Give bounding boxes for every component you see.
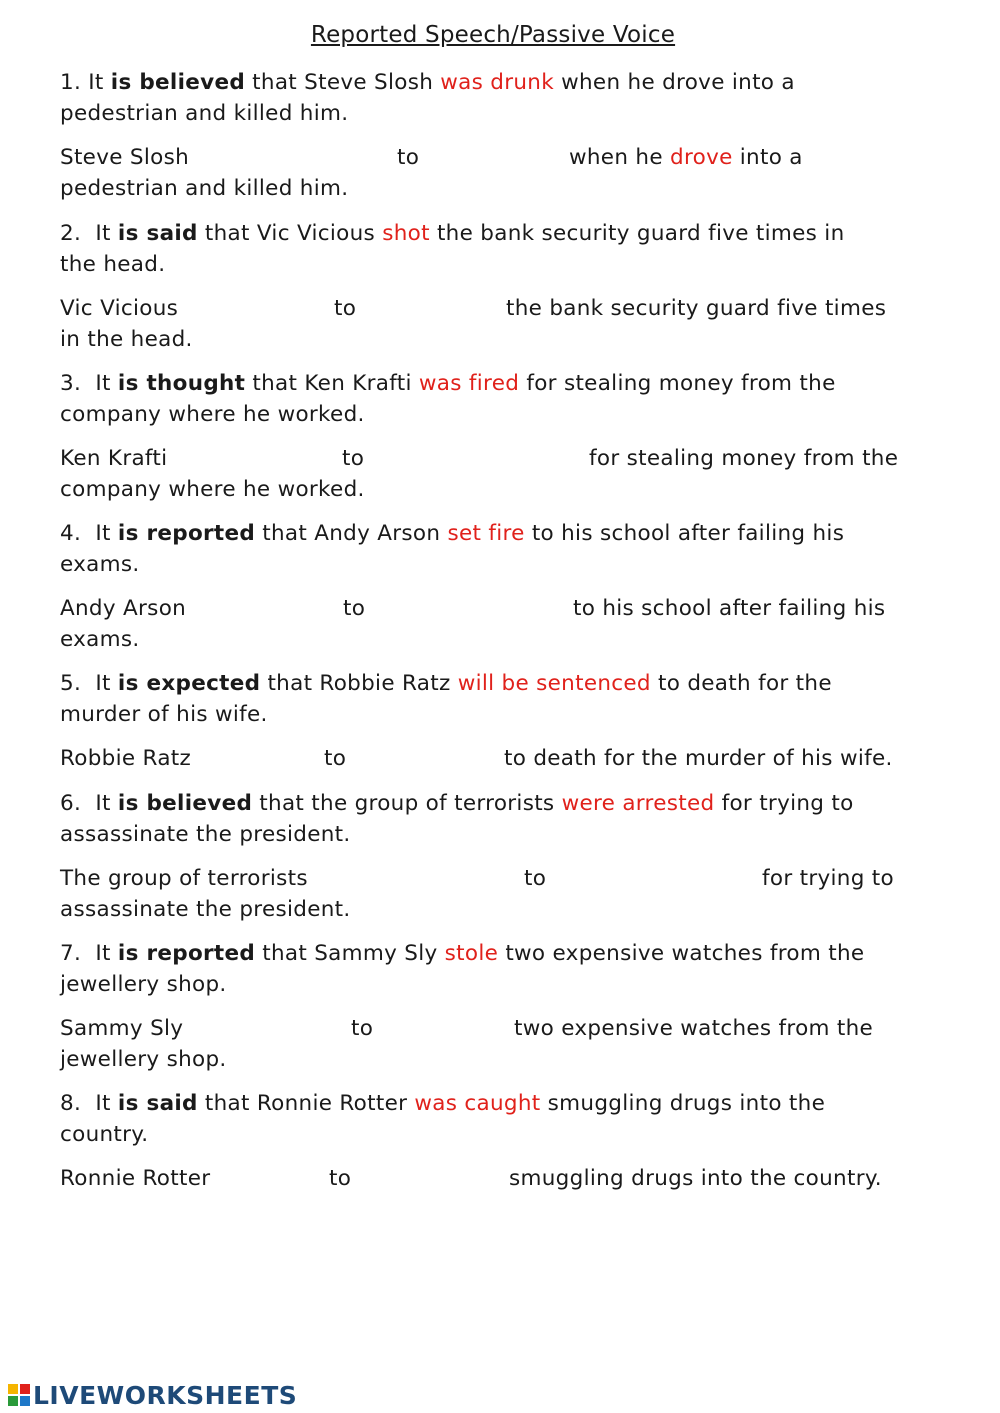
- question-text: that the group of terrorists: [259, 791, 555, 816]
- answer-subject: Ronnie Rotter: [60, 1166, 211, 1191]
- answer-5: [60, 743, 960, 774]
- answer-rest: for stealing money from the: [589, 446, 899, 471]
- answer-to: to: [524, 866, 547, 891]
- answer-4-cont: exams.: [60, 627, 140, 652]
- answer-to: to: [329, 1166, 352, 1191]
- answer-3-cont: company where he worked.: [60, 477, 365, 502]
- question-1: [60, 67, 795, 98]
- question-it: It: [95, 371, 111, 396]
- question-text-end: for trying to: [721, 791, 854, 816]
- question-2-cont: the head.: [60, 252, 166, 277]
- question-it: It: [95, 521, 111, 546]
- answer-2-cont: in the head.: [60, 327, 193, 352]
- answer-1: [60, 142, 960, 173]
- answer-to: to: [397, 145, 420, 170]
- question-text-end: for stealing money from the: [526, 371, 836, 396]
- highlighted-verb: was drunk: [440, 70, 554, 95]
- liveworksheets-logo-icon: [8, 1384, 30, 1406]
- reporting-verb: is said: [117, 1091, 198, 1116]
- question-text-end: the bank security guard five times in: [436, 221, 845, 246]
- answer-subject: Sammy Sly: [60, 1016, 184, 1041]
- question-3: [60, 368, 836, 399]
- answer-subject: Andy Arson: [60, 596, 187, 621]
- answer-3: [60, 443, 960, 474]
- question-3-cont: company where he worked.: [60, 402, 365, 427]
- question-text-end: smuggling drugs into the: [547, 1091, 826, 1116]
- answer-rest: to death for the murder of his wife.: [504, 746, 893, 771]
- question-text: that Ronnie Rotter: [204, 1091, 408, 1116]
- liveworksheets-logo-text: LIVEWORKSHEETS: [33, 1380, 298, 1410]
- question-number: 1.: [60, 70, 82, 95]
- page-title: Reported Speech/Passive Voice: [310, 22, 676, 48]
- question-text-end: two expensive watches from the: [505, 941, 865, 966]
- question-text: that Vic Vicious: [204, 221, 376, 246]
- highlighted-verb: drove: [670, 145, 733, 170]
- reporting-verb: is reported: [117, 941, 256, 966]
- question-text: that Andy Arson: [262, 521, 441, 546]
- highlighted-verb: was caught: [414, 1091, 541, 1116]
- answer-to: to: [342, 446, 365, 471]
- answer-rest: smuggling drugs into the country.: [509, 1166, 882, 1191]
- answer-4: [60, 593, 960, 624]
- answer-2: [60, 293, 960, 324]
- question-text-end: when he drove into a: [561, 70, 795, 95]
- answer-to: to: [324, 746, 347, 771]
- question-text: that Robbie Ratz: [267, 671, 451, 696]
- reporting-verb: is reported: [117, 521, 256, 546]
- question-8: [60, 1088, 825, 1119]
- question-it: It: [95, 671, 111, 696]
- liveworksheets-logo[interactable]: [8, 1381, 297, 1409]
- reporting-verb: is expected: [117, 671, 261, 696]
- answer-pre: when he: [569, 145, 663, 170]
- question-6-cont: assassinate the president.: [60, 822, 351, 847]
- answer-rest: [569, 142, 803, 173]
- answer-to: to: [351, 1016, 374, 1041]
- question-8-cont: country.: [60, 1122, 149, 1147]
- answer-subject: Steve Slosh: [60, 145, 189, 170]
- answer-7-cont: jewellery shop.: [60, 1047, 227, 1072]
- question-number: 6.: [60, 791, 82, 816]
- question-7-cont: jewellery shop.: [60, 972, 227, 997]
- reporting-verb: is believed: [110, 70, 246, 95]
- reporting-verb: is thought: [117, 371, 246, 396]
- highlighted-verb: will be sentenced: [457, 671, 651, 696]
- question-it: It: [88, 70, 104, 95]
- highlighted-verb: were arrested: [561, 791, 715, 816]
- question-number: 2.: [60, 221, 82, 246]
- answer-end: into a: [739, 145, 803, 170]
- answer-to: to: [334, 296, 357, 321]
- answer-7: [60, 1013, 960, 1044]
- question-number: 3.: [60, 371, 82, 396]
- answer-1-cont: pedestrian and killed him.: [60, 176, 349, 201]
- reporting-verb: is said: [117, 221, 198, 246]
- question-5: [60, 668, 832, 699]
- question-text: that Ken Krafti: [252, 371, 412, 396]
- answer-to: to: [343, 596, 366, 621]
- highlighted-verb: was fired: [418, 371, 520, 396]
- highlighted-verb: set fire: [447, 521, 525, 546]
- question-7: [60, 938, 864, 969]
- question-it: It: [95, 1091, 111, 1116]
- question-5-cont: murder of his wife.: [60, 702, 268, 727]
- question-1-cont: pedestrian and killed him.: [60, 101, 349, 126]
- question-text-end: to his school after failing his: [531, 521, 845, 546]
- question-number: 4.: [60, 521, 82, 546]
- question-number: 7.: [60, 941, 82, 966]
- question-it: It: [95, 221, 111, 246]
- answer-subject: Vic Vicious: [60, 296, 179, 321]
- answer-6-cont: assassinate the president.: [60, 897, 351, 922]
- highlighted-verb: stole: [444, 941, 499, 966]
- question-number: 8.: [60, 1091, 82, 1116]
- answer-subject: Robbie Ratz: [60, 746, 192, 771]
- question-number: 5.: [60, 671, 82, 696]
- answer-6: [60, 863, 960, 894]
- answer-rest: two expensive watches from the: [514, 1016, 874, 1041]
- answer-rest: to his school after failing his: [573, 596, 886, 621]
- question-4: [60, 518, 844, 549]
- question-4-cont: exams.: [60, 552, 140, 577]
- question-6: [60, 788, 854, 819]
- question-text: that Steve Slosh: [252, 70, 434, 95]
- answer-subject: The group of terrorists: [60, 866, 308, 891]
- question-text: that Sammy Sly: [262, 941, 438, 966]
- question-it: It: [95, 941, 111, 966]
- highlighted-verb: shot: [382, 221, 430, 246]
- question-text-end: to death for the: [658, 671, 832, 696]
- reporting-verb: is believed: [117, 791, 253, 816]
- answer-subject: Ken Krafti: [60, 446, 168, 471]
- answer-rest: for trying to: [762, 866, 894, 891]
- answer-8: [60, 1163, 960, 1194]
- question-2: [60, 218, 845, 249]
- question-it: It: [95, 791, 111, 816]
- answer-rest: the bank security guard five times: [506, 296, 887, 321]
